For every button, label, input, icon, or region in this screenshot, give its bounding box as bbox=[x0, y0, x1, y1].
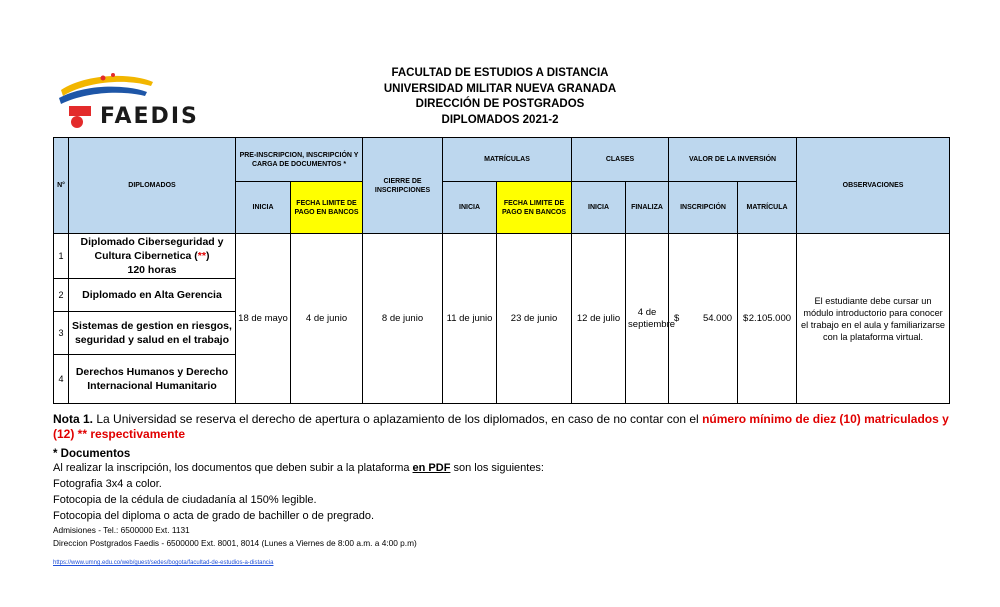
diplomado-hours: 120 horas bbox=[127, 264, 177, 276]
row-number: 4 bbox=[54, 355, 69, 404]
inscripcion-value: $ 54.000 bbox=[669, 234, 738, 404]
mat-fecha-limite-value: 23 de junio bbox=[497, 234, 572, 404]
contact-admisiones: Admisiones - Tel.: 6500000 Ext. 1131 bbox=[53, 525, 190, 535]
nota-1: Nota 1. La Universidad se reserva el derecho de apertura o aplazamiento de los diplomados, en caso de no contar con el número mínimo de diez (10) matriculados y (12) ** respectivamente bbox=[53, 412, 949, 441]
document-header bbox=[350, 66, 650, 128]
notes-section bbox=[53, 412, 953, 566]
matricula-value: $ 2.105.000 bbox=[738, 234, 797, 404]
row-number: 3 bbox=[54, 312, 69, 355]
pre-fecha-limite-value: 4 de junio bbox=[291, 234, 363, 404]
header-preinscripcion: PRE-INSCRIPCION, INSCRIPCIÓN Y CARGA DE DOCUMENTOS * bbox=[236, 138, 363, 182]
header-inscripcion: INSCRIPCIÓN bbox=[669, 182, 738, 234]
cierre-value: 8 de junio bbox=[363, 234, 443, 404]
document-item: Fotocopia del diploma o acta de grado de bachiller o de pregrado. bbox=[53, 510, 375, 522]
header-faculty: FACULTAD DE ESTUDIOS A DISTANCIA bbox=[391, 67, 609, 79]
mat-inicia-value: 11 de junio bbox=[443, 234, 497, 404]
header-matriculas: MATRÍCULAS bbox=[443, 138, 572, 182]
header-clases-finaliza: FINALIZA bbox=[626, 182, 669, 234]
header-direction: DIRECCIÓN DE POSTGRADOS bbox=[415, 98, 585, 110]
header-pre-fecha-limite: FECHA LIMITE DE PAGO EN BANCOS bbox=[291, 182, 363, 234]
diplomado-name: Derechos Humanos y Derecho Internacional Humanitario bbox=[69, 355, 236, 404]
header-university: UNIVERSIDAD MILITAR NUEVA GRANADA bbox=[383, 82, 617, 95]
documents-title: * Documentos bbox=[53, 448, 131, 460]
diplomado-name: Sistemas de gestion en riesgos, seguridad y salud en el trabajo bbox=[69, 312, 236, 355]
header-clases: CLASES bbox=[572, 138, 669, 182]
document-item: Fotocopia de la cédula de ciudadanía al 150% legible. bbox=[53, 494, 317, 506]
header-observaciones: OBSERVACIONES bbox=[797, 138, 950, 234]
documents-intro: Al realizar la inscripción, los documentos que deben subir a la plataforma en PDF son los siguientes: bbox=[53, 462, 544, 474]
logo-wordmark: FAEDIS bbox=[100, 104, 199, 129]
header-title: DIPLOMADOS 2021-2 bbox=[441, 113, 559, 126]
header-diplomados: DIPLOMADOS bbox=[69, 138, 236, 234]
diplomado-name: Diplomado Ciberseguridad y Cultura Cibernetica (**) 120 horas bbox=[69, 234, 236, 279]
header-valor: VALOR DE LA INVERSIÓN bbox=[669, 138, 797, 182]
header-mat-fecha-limite: FECHA LIMITE DE PAGO EN BANCOS bbox=[497, 182, 572, 234]
header-matricula: MATRÍCULA bbox=[738, 182, 797, 234]
pre-inicia-value: 18 de mayo bbox=[236, 234, 291, 404]
row-number: 1 bbox=[54, 234, 69, 279]
header-cierre: CIERRE DE INSCRIPCIONES bbox=[363, 138, 443, 234]
diplomados-table bbox=[53, 137, 950, 404]
observaciones-value: El estudiante debe cursar un módulo introductorio para conocer el trabajo en el aula y familiarizarse con la plataforma virtual. bbox=[797, 234, 950, 404]
document-item: Fotografia 3x4 a color. bbox=[53, 478, 162, 490]
clases-finaliza-value: 4 de septiembre bbox=[626, 234, 669, 404]
contact-postgrados: Direccion Postgrados Faedis - 6500000 Ext. 8001, 8014 (Lunes a Viernes de 8:00 a.m. a 4:00 p.m) bbox=[53, 538, 417, 548]
header-num: N° bbox=[54, 138, 69, 234]
header-pre-inicia: INICIA bbox=[236, 182, 291, 234]
table-row bbox=[54, 234, 950, 279]
row-number: 2 bbox=[54, 279, 69, 312]
header-clases-inicia: INICIA bbox=[572, 182, 626, 234]
diplomado-name: Diplomado en Alta Gerencia bbox=[69, 279, 236, 312]
faculty-link[interactable]: https://www.umng.edu.co/web/guest/sedes/bogota/facultad-de-estudios-a-distancia bbox=[53, 560, 274, 566]
clases-inicia-value: 12 de julio bbox=[572, 234, 626, 404]
header-mat-inicia: INICIA bbox=[443, 182, 497, 234]
